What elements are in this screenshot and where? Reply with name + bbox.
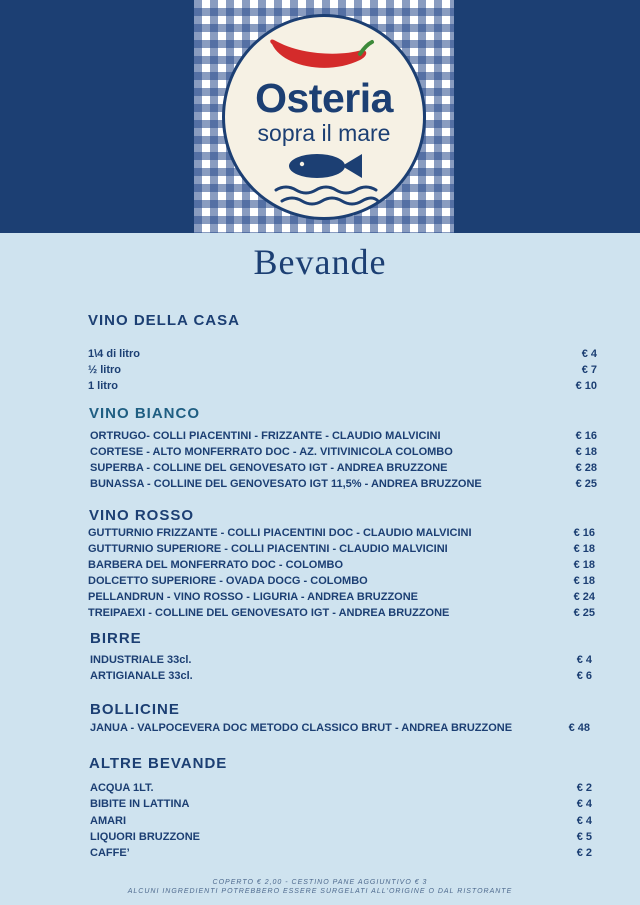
waves-icon bbox=[276, 187, 378, 204]
list-item bbox=[90, 670, 592, 686]
item-price: € 48 bbox=[568, 722, 590, 734]
item-price: € 10 bbox=[575, 380, 597, 392]
list-item bbox=[88, 527, 595, 543]
item-price: € 4 bbox=[576, 815, 592, 827]
item-price: € 18 bbox=[573, 559, 595, 571]
list-item bbox=[90, 430, 597, 446]
footer-frozen-notice: ALCUNI INGREDIENTI POTREBBERO ESSERE SURGELATI ALL'ORIGINE O DAL RISTORANTE bbox=[127, 888, 513, 895]
item-name: GUTTURNIO FRIZZANTE - COLLI PIACENTINI DOC - CLAUDIO MALVICINI bbox=[88, 527, 472, 539]
list-item bbox=[90, 462, 597, 478]
logo-tagline: sopra il mare bbox=[257, 120, 391, 146]
list-item bbox=[88, 380, 597, 396]
item-name: 1\4 di litro bbox=[88, 348, 140, 360]
item-name: PELLANDRUN - VINO ROSSO - LIGURIA - ANDREA BRUZZONE bbox=[88, 591, 418, 603]
item-price: € 5 bbox=[576, 831, 592, 843]
list-item bbox=[90, 478, 597, 494]
item-price: € 2 bbox=[576, 847, 592, 859]
list-item bbox=[90, 782, 592, 798]
footer-cover-charge: COPERTO € 2,00 - CESTINO PANE AGGIUNTIVO € 3 bbox=[212, 879, 428, 886]
item-price: € 24 bbox=[573, 591, 595, 603]
logo-name: Osteria bbox=[255, 75, 393, 121]
item-price: € 4 bbox=[576, 798, 592, 810]
list-item bbox=[90, 831, 592, 847]
list-item bbox=[90, 798, 592, 814]
page-title: Bevande bbox=[253, 242, 387, 282]
list-item bbox=[90, 815, 592, 831]
section-heading-bollicine: BOLLICINE bbox=[90, 701, 180, 718]
item-price: € 6 bbox=[576, 670, 592, 682]
item-price: € 2 bbox=[576, 782, 592, 794]
item-name: BARBERA DEL MONFERRATO DOC - COLOMBO bbox=[88, 559, 344, 571]
section-heading-birre: BIRRE bbox=[90, 630, 142, 647]
item-price: € 25 bbox=[573, 607, 595, 619]
item-price: € 28 bbox=[575, 462, 597, 474]
item-price: € 16 bbox=[575, 430, 597, 442]
list-item bbox=[90, 654, 592, 670]
list-item bbox=[88, 543, 595, 559]
list-item bbox=[90, 446, 597, 462]
list-item bbox=[88, 559, 595, 575]
item-price: € 18 bbox=[573, 575, 595, 587]
fish-icon bbox=[289, 154, 362, 178]
item-name: ACQUA 1LT. bbox=[90, 782, 154, 794]
item-price: € 25 bbox=[575, 478, 597, 490]
item-name: BIBITE IN LATTINA bbox=[90, 798, 190, 810]
item-price: € 4 bbox=[576, 654, 592, 666]
item-name: 1 litro bbox=[88, 380, 118, 392]
section-heading-altre-bevande: ALTRE BEVANDE bbox=[89, 755, 228, 772]
item-name: SUPERBA - COLLINE DEL GENOVESATO IGT - ANDREA BRUZZONE bbox=[90, 462, 448, 474]
item-name: AMARI bbox=[90, 815, 127, 827]
item-name: CAFFE’ bbox=[90, 847, 130, 859]
item-name: GUTTURNIO SUPERIORE - COLLI PIACENTINI - CLAUDIO MALVICINI bbox=[88, 543, 448, 555]
item-name: ½ litro bbox=[88, 364, 122, 376]
item-price: € 7 bbox=[581, 364, 597, 376]
section-heading-vino-rosso: VINO ROSSO bbox=[89, 507, 195, 524]
section-heading-vino-bianco: VINO BIANCO bbox=[89, 405, 201, 422]
list-item bbox=[88, 364, 597, 380]
item-name: JANUA - VALPOCEVERA DOC METODO CLASSICO BRUT - ANDREA BRUZZONE bbox=[90, 722, 513, 734]
item-name: LIQUORI BRUZZONE bbox=[90, 831, 200, 843]
list-item bbox=[88, 348, 597, 364]
item-price: € 16 bbox=[573, 527, 595, 539]
list-item bbox=[90, 722, 590, 738]
item-price: € 18 bbox=[575, 446, 597, 458]
list-item bbox=[88, 591, 595, 607]
item-price: € 18 bbox=[573, 543, 595, 555]
chili-icon bbox=[270, 39, 366, 67]
item-name: BUNASSA - COLLINE DEL GENOVESATO IGT 11,5% - ANDREA BRUZZONE bbox=[90, 478, 482, 490]
item-price: € 4 bbox=[581, 348, 597, 360]
item-name: ARTIGIANALE 33cl. bbox=[90, 670, 193, 682]
item-name: DOLCETTO SUPERIORE - OVADA DOCG - COLOMBO bbox=[88, 575, 368, 587]
list-item bbox=[88, 575, 595, 591]
section-heading-vino-della-casa: VINO DELLA CASA bbox=[88, 312, 240, 329]
item-name: ORTRUGO- COLLI PIACENTINI - FRIZZANTE - CLAUDIO MALVICINI bbox=[90, 430, 441, 442]
list-item bbox=[90, 847, 592, 863]
item-name: CORTESE - ALTO MONFERRATO DOC - AZ. VITIVINICOLA COLOMBO bbox=[90, 446, 453, 458]
item-name: TREIPAEXI - COLLINE DEL GENOVESATO IGT - ANDREA BRUZZONE bbox=[88, 607, 450, 619]
item-name: INDUSTRIALE 33cl. bbox=[90, 654, 192, 666]
list-item bbox=[88, 607, 595, 623]
